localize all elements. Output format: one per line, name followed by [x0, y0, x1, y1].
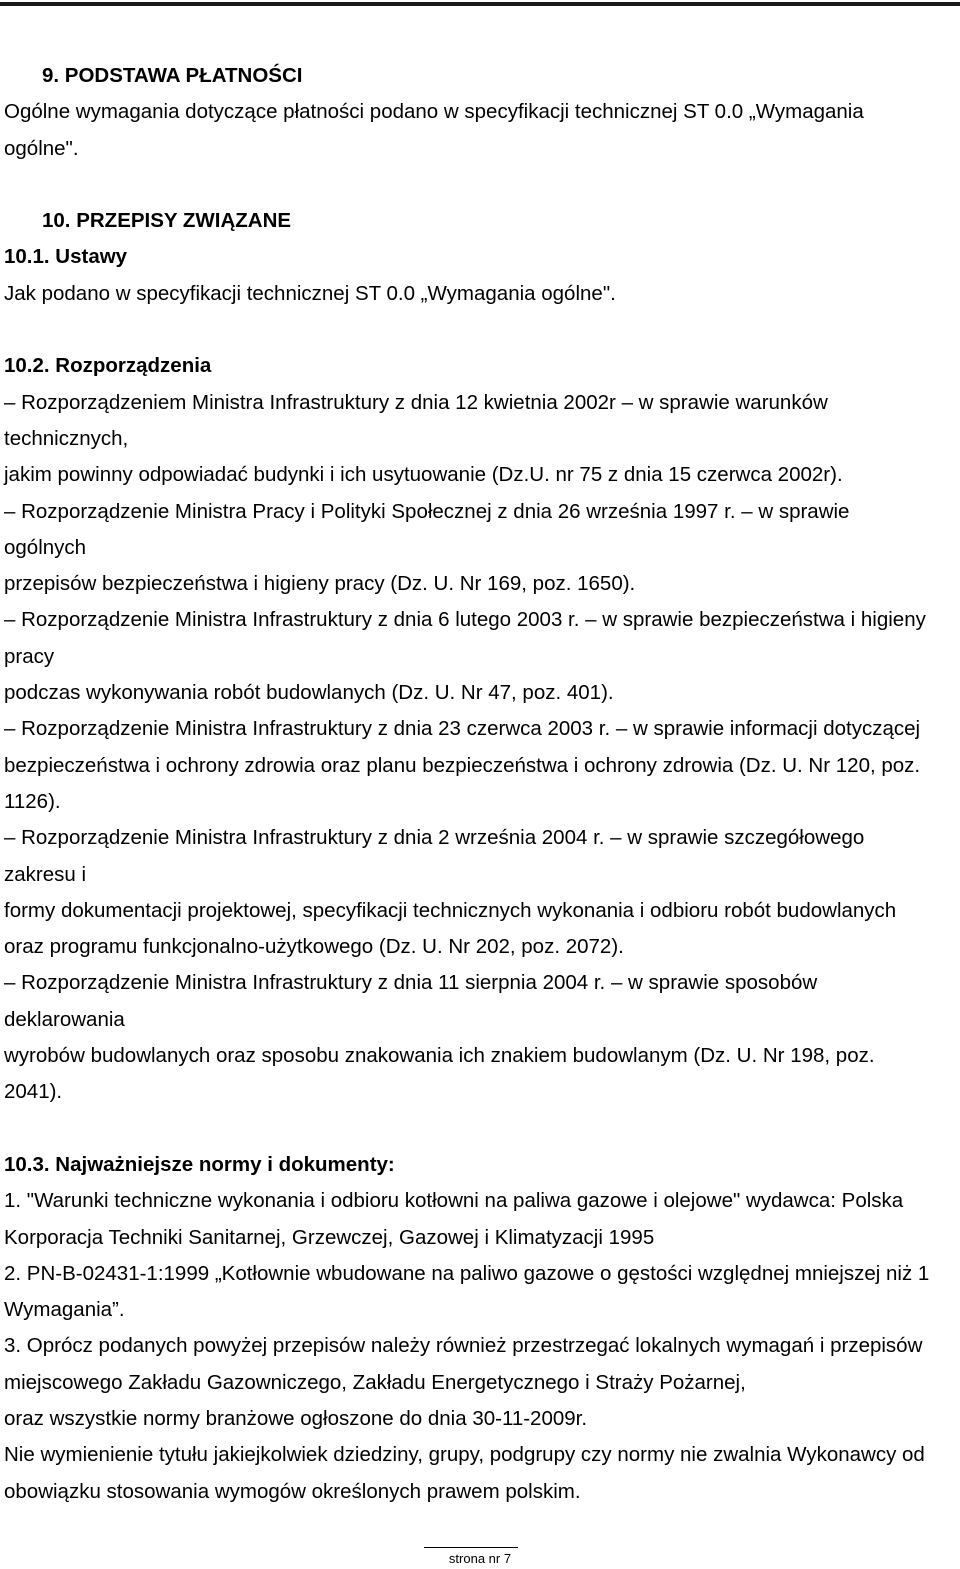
regulation-line: jakim powinny odpowiadać budynki i ich usytuowanie (Dz.U. nr 75 z dnia 15 czerwca 2002r). — [4, 463, 843, 487]
regulation-line: ogólnych — [4, 535, 87, 559]
norm-line: 3. Oprócz podanych powyżej przepisów należy również przestrzegać lokalnych wymagań i przepisów — [4, 1334, 923, 1358]
regulation-line: – Rozporządzenie Ministra Infrastruktury z dnia 23 czerwca 2003 r. – w sprawie informacji dotyczącej — [4, 717, 921, 741]
section-9-line: Ogólne wymagania dotyczące płatności podano w specyfikacji technicznej ST 0.0 „Wymagania — [4, 100, 864, 124]
section-9-heading: 9. PODSTAWA PŁATNOŚCI — [42, 64, 303, 87]
spacer — [4, 1111, 954, 1147]
regulation-line: przepisów bezpieczeństwa i higieny pracy (Dz. U. Nr 169, poz. 1650). — [4, 572, 636, 596]
regulation-line: formy dokumentacji projektowej, specyfikacji technicznych wykonania i odbioru robót budowlanych — [4, 898, 897, 922]
norm-line: oraz wszystkie normy branżowe ogłoszone do dnia 30-11-2009r. — [4, 1406, 588, 1430]
regulation-line: deklarowania — [4, 1007, 125, 1031]
regulation-line: oraz programu funkcjonalno-użytkowego (Dz. U. Nr 202, poz. 2072). — [4, 935, 624, 959]
regulation-line: technicznych, — [4, 426, 129, 450]
page-number: strona nr 7 — [448, 1551, 512, 1566]
norm-line: miejscowego Zakładu Gazowniczego, Zakładu Energetycznego i Straży Pożarnej, — [4, 1370, 746, 1394]
section-10-heading: 10. PRZEPISY ZWIĄZANE — [42, 209, 292, 233]
regulation-line: 2041). — [4, 1080, 63, 1104]
regulation-line: zakresu i — [4, 862, 87, 886]
regulation-line: – Rozporządzeniem Ministra Infrastruktury z dnia 12 kwietnia 2002r – w sprawie warunków — [4, 390, 828, 414]
regulation-line: – Rozporządzenie Ministra Infrastruktury z dnia 11 sierpnia 2004 r. – w sprawie sposobów — [4, 971, 818, 995]
footer-rule — [424, 1547, 518, 1548]
regulation-line: – Rozporządzenie Ministra Infrastruktury z dnia 2 września 2004 r. – w sprawie szczegółowego — [4, 826, 865, 850]
regulation-line: – Rozporządzenie Ministra Infrastruktury z dnia 6 lutego 2003 r. – w sprawie bezpieczeństwa i higieny — [4, 608, 926, 632]
norm-line: 1. "Warunki techniczne wykonania i odbioru kotłowni na paliwa gazowe i olejowe" wydawca: Polska — [4, 1189, 904, 1213]
norm-line: Korporacja Techniki Sanitarnej, Grzewczej, Gazowej i Klimatyzacji 1995 — [4, 1225, 655, 1249]
regulation-line: 1126). — [4, 789, 61, 813]
spacer — [4, 312, 954, 348]
regulation-line: wyrobów budowlanych oraz sposobu znakowania ich znakiem budowlanym (Dz. U. Nr 198, poz. — [4, 1044, 875, 1068]
subsection-10-2-heading: 10.2. Rozporządzenia — [4, 354, 212, 378]
norm-line: 2. PN-B-02431-1:1999 „Kotłownie wbudowane na paliwo gazowe o gęstości względnej mniejszej niż 1 — [4, 1261, 930, 1285]
regulation-line: pracy — [4, 644, 55, 668]
subsection-10-3-heading: 10.3. Najważniejsze normy i dokumenty: — [4, 1152, 395, 1176]
top-border-rule — [0, 2, 960, 6]
norm-line: Nie wymienienie tytułu jakiejkolwiek dziedziny, grupy, podgrupy czy normy nie zwalnia Wykonawcy od — [4, 1443, 925, 1467]
section-9-line: ogólne". — [4, 136, 79, 160]
spacer — [4, 167, 954, 203]
regulation-line: podczas wykonywania robót budowlanych (Dz. U. Nr 47, poz. 401). — [4, 681, 614, 705]
regulation-line: bezpieczeństwa i ochrony zdrowia oraz planu bezpieczeństwa i ochrony zdrowia (Dz. U. Nr 120, poz. — [4, 753, 921, 777]
regulation-line: – Rozporządzenie Ministra Pracy i Polityki Społecznej z dnia 26 września 1997 r. – w sprawie — [4, 499, 850, 523]
subsection-10-1-line: Jak podano w specyfikacji technicznej ST 0.0 „Wymagania ogólne". — [4, 281, 616, 305]
norm-line: Wymagania”. — [4, 1298, 125, 1322]
subsection-10-1-heading: 10.1. Ustawy — [4, 245, 128, 269]
norm-line: obowiązku stosowania wymogów określonych prawem polskim. — [4, 1479, 581, 1503]
document-page — [4, 58, 954, 1510]
